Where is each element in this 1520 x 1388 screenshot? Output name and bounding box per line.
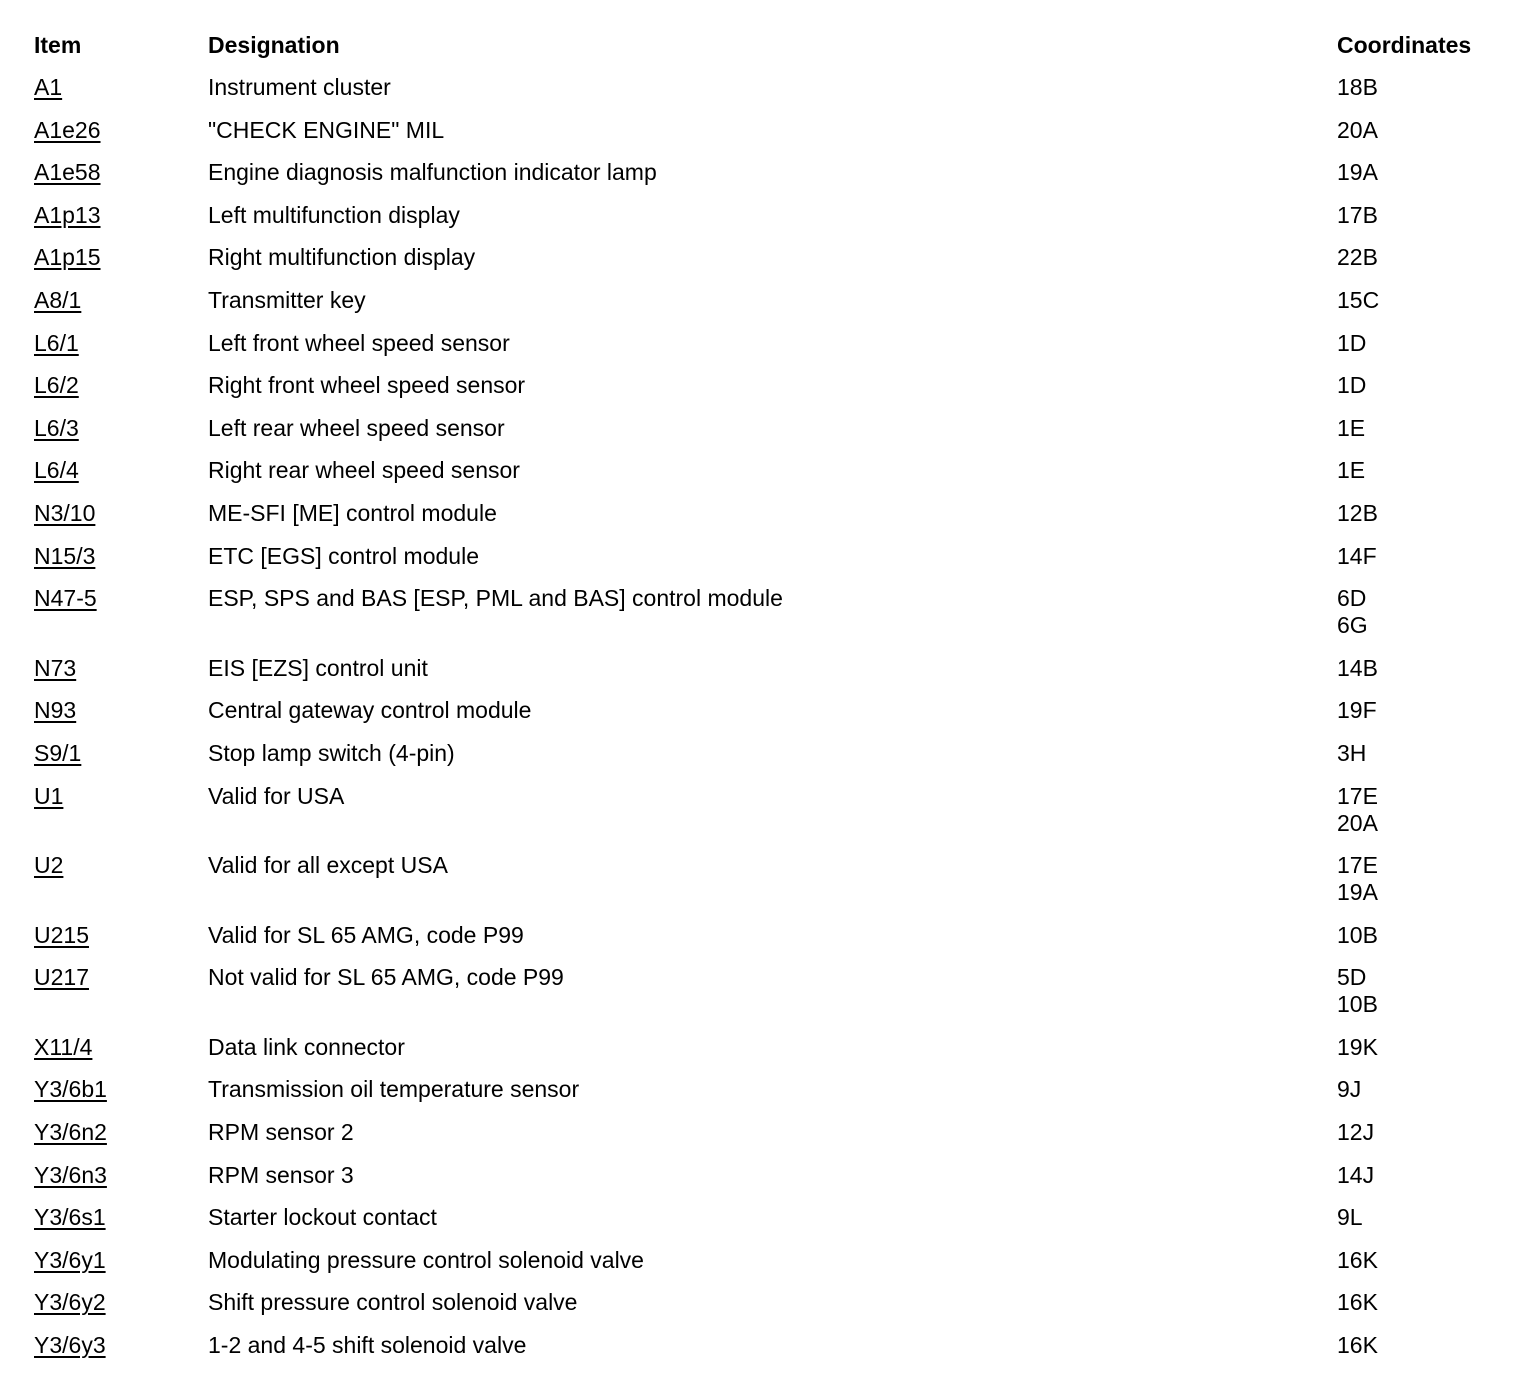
item-link[interactable]: L6/2 xyxy=(34,372,79,399)
item-cell xyxy=(34,1034,208,1061)
item-link[interactable]: N15/3 xyxy=(34,542,96,569)
item-cell xyxy=(34,372,208,399)
table-row xyxy=(34,1032,1504,1075)
coordinate-value: 10B xyxy=(1337,991,1378,1018)
item-link[interactable]: Y3/6y3 xyxy=(34,1332,106,1359)
item-link[interactable]: A1p13 xyxy=(34,201,101,228)
item-link[interactable]: U1 xyxy=(34,782,64,809)
coordinate-value: 9J xyxy=(1337,1076,1362,1103)
table-row xyxy=(34,781,1504,851)
item-link[interactable]: Y3/6b1 xyxy=(34,1076,107,1103)
item-link[interactable]: A8/1 xyxy=(34,286,82,313)
table-row xyxy=(34,541,1504,584)
coordinates-cell xyxy=(1337,117,1504,144)
table-row xyxy=(34,920,1504,963)
item-cell xyxy=(34,500,208,527)
header-coordinates: Coordinates xyxy=(1337,32,1472,58)
coordinate-value: 1E xyxy=(1337,457,1366,484)
coordinate-value: 16K xyxy=(1337,1332,1378,1359)
coordinates-cell xyxy=(1337,244,1504,271)
coordinates-cell xyxy=(1337,1076,1504,1103)
coordinate-value: 14B xyxy=(1337,654,1378,681)
coordinates-cell xyxy=(1337,372,1504,399)
coordinate-value: 15C xyxy=(1337,286,1380,313)
item-cell xyxy=(34,543,208,570)
coordinates-cell xyxy=(1337,1332,1504,1359)
item-cell xyxy=(34,1289,208,1316)
table-row xyxy=(34,370,1504,413)
coordinates-cell xyxy=(1337,585,1504,639)
coordinates-cell xyxy=(1337,330,1504,357)
coordinate-value: 16K xyxy=(1337,1289,1378,1316)
table-body xyxy=(34,72,1504,1373)
coordinate-value: 12J xyxy=(1337,1119,1375,1146)
coordinate-value: 1D xyxy=(1337,372,1367,399)
coordinate-value: 9L xyxy=(1337,1204,1363,1231)
designation-cell: Left multifunction display xyxy=(208,201,460,228)
item-link[interactable]: A1e58 xyxy=(34,159,101,186)
designation-cell: Starter lockout contact xyxy=(208,1204,437,1231)
coordinate-value: 17B xyxy=(1337,201,1378,228)
designation-cell: RPM sensor 2 xyxy=(208,1119,354,1146)
item-link[interactable]: L6/3 xyxy=(34,414,79,441)
header-designation: Designation xyxy=(208,32,340,58)
table-row xyxy=(34,1074,1504,1117)
item-cell xyxy=(34,330,208,357)
item-cell xyxy=(34,1204,208,1231)
coordinates-cell xyxy=(1337,1034,1504,1061)
item-link[interactable]: A1p15 xyxy=(34,244,101,271)
table-row xyxy=(34,72,1504,115)
item-cell xyxy=(34,159,208,186)
table-row xyxy=(34,738,1504,781)
coordinates-cell xyxy=(1337,287,1504,314)
coordinate-value: 20A xyxy=(1337,809,1378,836)
item-cell xyxy=(34,1076,208,1103)
coordinates-cell xyxy=(1337,1204,1504,1231)
item-link[interactable]: A1 xyxy=(34,74,63,100)
item-cell xyxy=(34,1247,208,1274)
table-row xyxy=(34,413,1504,456)
coordinates-cell xyxy=(1337,964,1504,1018)
designation-cell: 1-2 and 4-5 shift solenoid valve xyxy=(208,1332,527,1359)
coordinates-cell xyxy=(1337,852,1504,906)
designation-cell: Transmitter key xyxy=(208,286,366,313)
table-row xyxy=(34,583,1504,653)
table-row xyxy=(34,850,1504,920)
designation-cell: EIS [EZS] control unit xyxy=(208,654,428,681)
item-cell xyxy=(34,697,208,724)
item-link[interactable]: L6/1 xyxy=(34,329,79,356)
designation-cell: Shift pressure control solenoid valve xyxy=(208,1289,578,1316)
designation-cell: Transmission oil temperature sensor xyxy=(208,1076,580,1103)
coordinate-value: 3H xyxy=(1337,739,1367,766)
coordinate-value: 16K xyxy=(1337,1246,1378,1273)
designation-cell: Data link connector xyxy=(208,1033,405,1060)
item-link[interactable]: U2 xyxy=(34,852,64,879)
item-link[interactable]: Y3/6y2 xyxy=(34,1289,106,1316)
table-row xyxy=(34,157,1504,200)
item-cell xyxy=(34,1119,208,1146)
coordinates-cell xyxy=(1337,1289,1504,1316)
table-row xyxy=(34,1245,1504,1288)
coordinate-value: 6G xyxy=(1337,612,1368,639)
item-link[interactable]: S9/1 xyxy=(34,739,82,766)
item-link[interactable]: A1e26 xyxy=(34,116,101,143)
coordinate-value: 12B xyxy=(1337,499,1378,526)
item-cell xyxy=(34,585,208,612)
designation-cell: Central gateway control module xyxy=(208,697,532,724)
coordinate-value: 19A xyxy=(1337,879,1378,906)
designation-cell: Right front wheel speed sensor xyxy=(208,372,526,399)
item-cell xyxy=(34,1162,208,1189)
designation-cell: Valid for SL 65 AMG, code P99 xyxy=(208,921,524,948)
item-cell xyxy=(34,74,208,101)
item-link[interactable]: L6/4 xyxy=(34,457,79,484)
designation-cell: ESP, SPS and BAS [ESP, PML and BAS] control module xyxy=(208,585,783,612)
coordinate-value: 20A xyxy=(1337,116,1378,143)
item-cell xyxy=(34,1332,208,1359)
item-cell xyxy=(34,415,208,442)
coordinates-cell xyxy=(1337,457,1504,484)
table-row xyxy=(34,1117,1504,1160)
item-cell xyxy=(34,287,208,314)
table-row xyxy=(34,653,1504,696)
item-cell xyxy=(34,964,208,991)
table-row xyxy=(34,455,1504,498)
table-row xyxy=(34,328,1504,371)
table-row xyxy=(34,498,1504,541)
coordinate-value: 6D xyxy=(1337,585,1367,612)
designation-cell: Left rear wheel speed sensor xyxy=(208,414,505,441)
coordinates-cell xyxy=(1337,543,1504,570)
coordinate-value: 14J xyxy=(1337,1161,1375,1188)
designation-cell: Modulating pressure control solenoid valve xyxy=(208,1246,644,1273)
item-link[interactable]: Y3/6y1 xyxy=(34,1246,106,1273)
designation-cell: RPM sensor 3 xyxy=(208,1161,354,1188)
coordinates-cell xyxy=(1337,1119,1504,1146)
coordinate-value: 1D xyxy=(1337,329,1367,356)
coordinate-value: 18B xyxy=(1337,74,1378,100)
table-row xyxy=(34,1330,1504,1373)
coordinates-cell xyxy=(1337,159,1504,186)
coordinates-cell xyxy=(1337,202,1504,229)
item-cell xyxy=(34,740,208,767)
coordinates-cell xyxy=(1337,74,1504,101)
table-row xyxy=(34,200,1504,243)
designation-cell: ETC [EGS] control module xyxy=(208,542,479,569)
designation-cell: Not valid for SL 65 AMG, code P99 xyxy=(208,964,564,991)
coordinate-value: 5D xyxy=(1337,964,1367,991)
coordinate-value: 14F xyxy=(1337,542,1377,569)
table-header-row xyxy=(34,30,1504,72)
item-cell xyxy=(34,457,208,484)
coordinates-cell xyxy=(1337,1247,1504,1274)
item-link[interactable]: N73 xyxy=(34,654,77,681)
header-item: Item xyxy=(34,32,82,58)
coordinate-value: 10B xyxy=(1337,921,1378,948)
item-cell xyxy=(34,783,208,810)
coordinates-cell xyxy=(1337,655,1504,682)
coordinate-value: 19K xyxy=(1337,1033,1378,1060)
designation-cell: Engine diagnosis malfunction indicator lamp xyxy=(208,159,657,186)
coordinate-value: 22B xyxy=(1337,244,1378,271)
table-row xyxy=(34,285,1504,328)
designation-cell: Stop lamp switch (4-pin) xyxy=(208,739,455,766)
coordinates-cell xyxy=(1337,740,1504,767)
table-row xyxy=(34,695,1504,738)
item-link[interactable]: X11/4 xyxy=(34,1033,93,1060)
table-row xyxy=(34,1287,1504,1330)
designation-cell: Left front wheel speed sensor xyxy=(208,329,510,356)
table-row xyxy=(34,1160,1504,1203)
table-row xyxy=(34,962,1504,1032)
designation-cell: ME-SFI [ME] control module xyxy=(208,499,497,526)
designation-cell: Instrument cluster xyxy=(208,74,391,100)
item-link[interactable]: U217 xyxy=(34,964,89,991)
coordinate-value: 19F xyxy=(1337,697,1377,724)
coordinate-value: 17E xyxy=(1337,852,1378,879)
designation-cell: Right rear wheel speed sensor xyxy=(208,457,520,484)
coordinate-value: 17E xyxy=(1337,782,1378,809)
coordinates-cell xyxy=(1337,783,1504,837)
table-row xyxy=(34,115,1504,158)
item-link[interactable]: Y3/6n2 xyxy=(34,1119,107,1146)
item-cell xyxy=(34,922,208,949)
designation-cell: "CHECK ENGINE" MIL xyxy=(208,116,445,143)
item-cell xyxy=(34,202,208,229)
item-link[interactable]: N93 xyxy=(34,697,77,724)
item-cell xyxy=(34,852,208,879)
item-link[interactable]: Y3/6n3 xyxy=(34,1161,107,1188)
component-legend-table xyxy=(34,30,1504,1373)
item-link[interactable]: N47-5 xyxy=(34,585,97,612)
coordinates-cell xyxy=(1337,500,1504,527)
coordinate-value: 1E xyxy=(1337,414,1366,441)
coordinates-cell xyxy=(1337,697,1504,724)
designation-cell: Right multifunction display xyxy=(208,244,476,271)
designation-cell: Valid for all except USA xyxy=(208,852,448,879)
coordinates-cell xyxy=(1337,415,1504,442)
coordinates-cell xyxy=(1337,1162,1504,1189)
coordinates-cell xyxy=(1337,922,1504,949)
item-link[interactable]: N3/10 xyxy=(34,499,96,526)
coordinate-value: 19A xyxy=(1337,159,1378,186)
item-cell xyxy=(34,655,208,682)
table-row xyxy=(34,242,1504,285)
item-cell xyxy=(34,244,208,271)
item-cell xyxy=(34,117,208,144)
item-link[interactable]: U215 xyxy=(34,921,89,948)
designation-cell: Valid for USA xyxy=(208,782,345,809)
item-link[interactable]: Y3/6s1 xyxy=(34,1204,106,1231)
table-row xyxy=(34,1202,1504,1245)
